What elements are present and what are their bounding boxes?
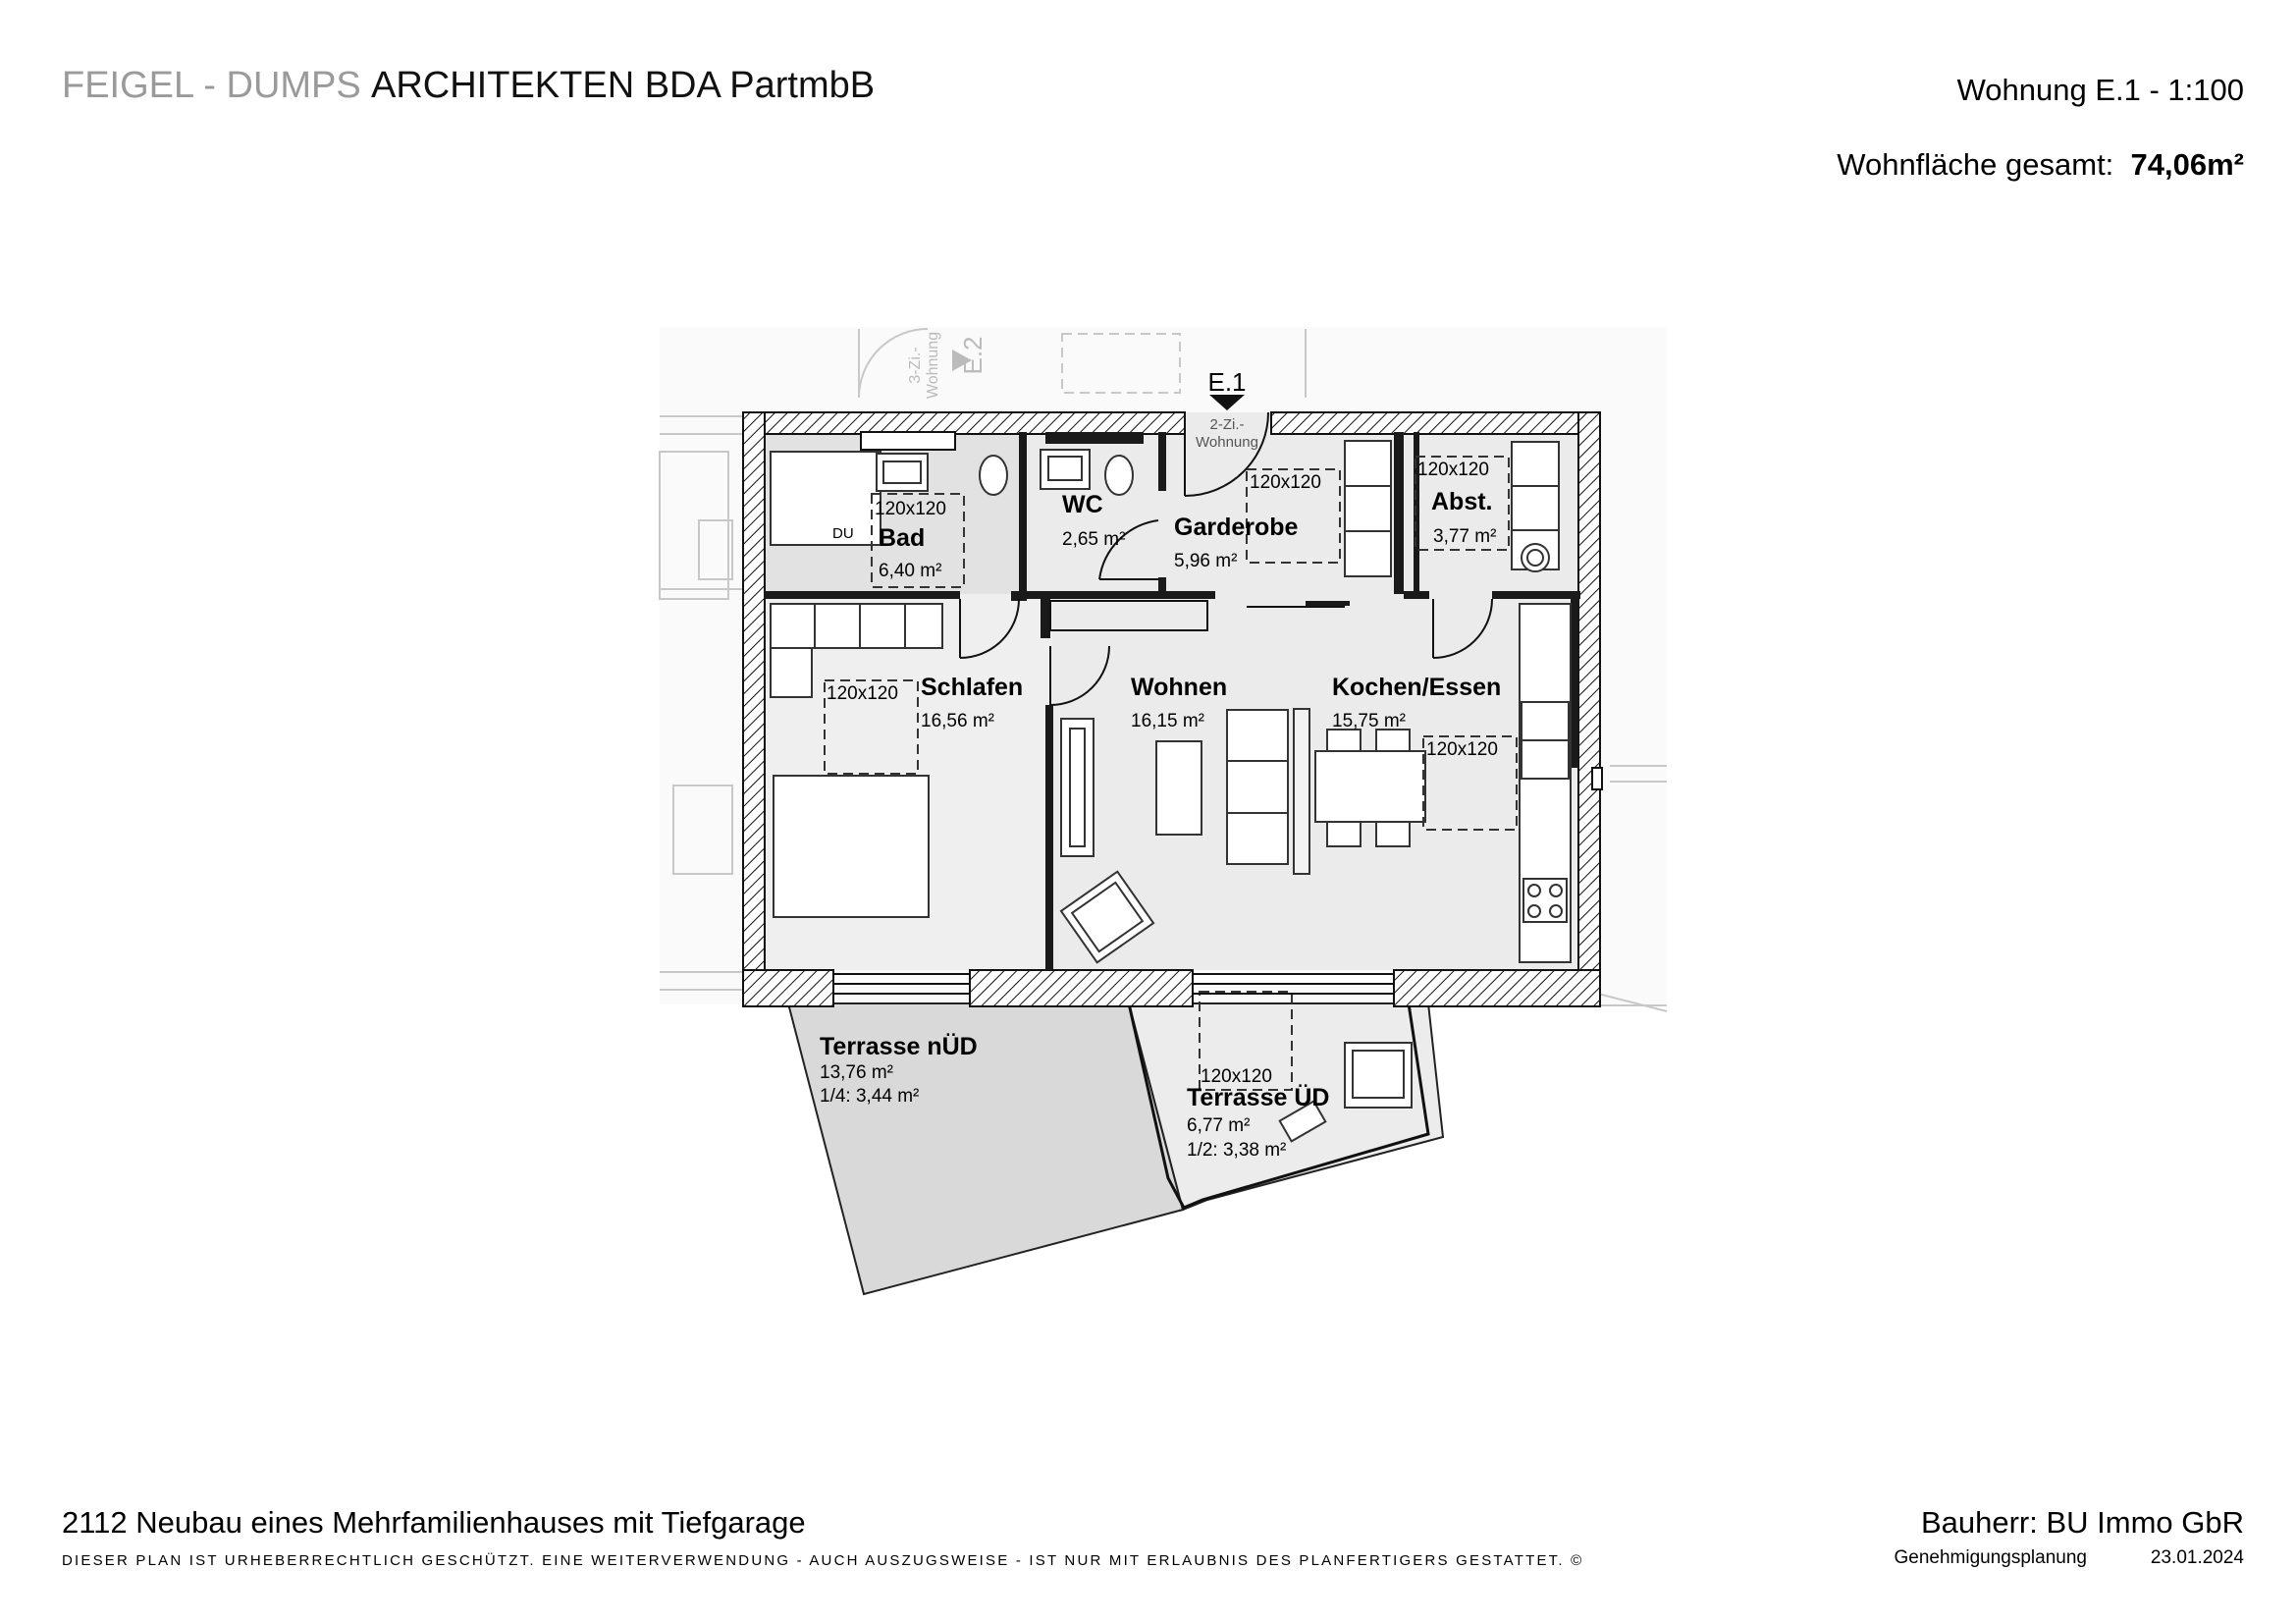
room-name-schlafen: Schlafen bbox=[921, 674, 1024, 701]
planning-phase: Genehmigungsplanung bbox=[1894, 1547, 2087, 1568]
room-name-terrasse-nud: Terrasse nÜD bbox=[820, 1033, 978, 1060]
room-name-wc: WC bbox=[1062, 491, 1103, 518]
room-share-terrasse-ud: 1/2: 3,38 m² bbox=[1187, 1140, 1287, 1161]
room-area-wc: 2,65 m² bbox=[1062, 529, 1126, 550]
total-area-label: Wohnfläche gesamt: bbox=[1837, 147, 2114, 182]
room-name-kochen-essen: Kochen/Essen bbox=[1332, 674, 1502, 701]
room-name-terrasse-ud: Terrasse ÜD bbox=[1187, 1084, 1330, 1111]
turning-space-label: 120x120 bbox=[1201, 1066, 1272, 1087]
unit-label-2: Wohnung bbox=[1196, 434, 1258, 451]
turning-space-label: 120x120 bbox=[1417, 460, 1489, 480]
neighbour-label: 3-Zi.- bbox=[907, 347, 924, 384]
turning-space-label: 120x120 bbox=[875, 499, 946, 519]
room-name-abst: Abst. bbox=[1431, 488, 1493, 515]
copyright-notice: DIESER PLAN IST URHEBERRECHTLICH GESCHÜTZT. EINE WEITERVERWENDUNG - AUCH AUSZUGSWEISE - IST NUR MIT ERLAUBNIS DES PLANFERTIGERS GESTATTET. © bbox=[62, 1552, 1584, 1569]
room-area-wohnen: 16,15 m² bbox=[1131, 711, 1204, 731]
room-name-bad: Bad bbox=[879, 524, 926, 552]
neighbour-tag: E.2 bbox=[958, 336, 988, 375]
room-area-abst: 3,77 m² bbox=[1433, 526, 1497, 547]
plan-title: Wohnung E.1 - 1:100 bbox=[1956, 73, 2244, 107]
turning-space-label: 120x120 bbox=[1426, 739, 1498, 760]
room-area-bad: 6,40 m² bbox=[879, 561, 942, 581]
room-area-terrasse-nud: 13,76 m² bbox=[820, 1062, 893, 1083]
shower-label: DU bbox=[832, 525, 854, 542]
room-area-garderobe: 5,96 m² bbox=[1174, 551, 1238, 571]
unit-label: 2-Zi.- bbox=[1209, 416, 1245, 433]
room-share-terrasse-nud: 1/4: 3,44 m² bbox=[820, 1086, 920, 1107]
room-area-terrasse-ud: 6,77 m² bbox=[1187, 1115, 1251, 1136]
firm-name-grey: FEIGEL - DUMPS bbox=[62, 65, 361, 106]
total-area-value: 74,06m² bbox=[2130, 147, 2244, 182]
neighbour-label-2: Wohnung bbox=[925, 331, 941, 400]
turning-space-label: 120x120 bbox=[1250, 472, 1321, 493]
turning-space-label: 120x120 bbox=[827, 683, 898, 704]
client-name: Bauherr: BU Immo GbR bbox=[1920, 1505, 2244, 1540]
room-area-schlafen: 16,56 m² bbox=[921, 711, 994, 731]
plan-date: 23.01.2024 bbox=[2150, 1547, 2244, 1568]
room-name-wohnen: Wohnen bbox=[1131, 674, 1228, 701]
unit-tag: E.1 bbox=[1207, 367, 1247, 397]
project-title: 2112 Neubau eines Mehrfamilienhauses mit Tiefgarage bbox=[62, 1505, 806, 1540]
room-area-kochen-essen: 15,75 m² bbox=[1332, 711, 1406, 731]
room-name-garderobe: Garderobe bbox=[1174, 514, 1299, 541]
firm-name: ARCHITEKTEN BDA PartmbB bbox=[371, 65, 876, 106]
